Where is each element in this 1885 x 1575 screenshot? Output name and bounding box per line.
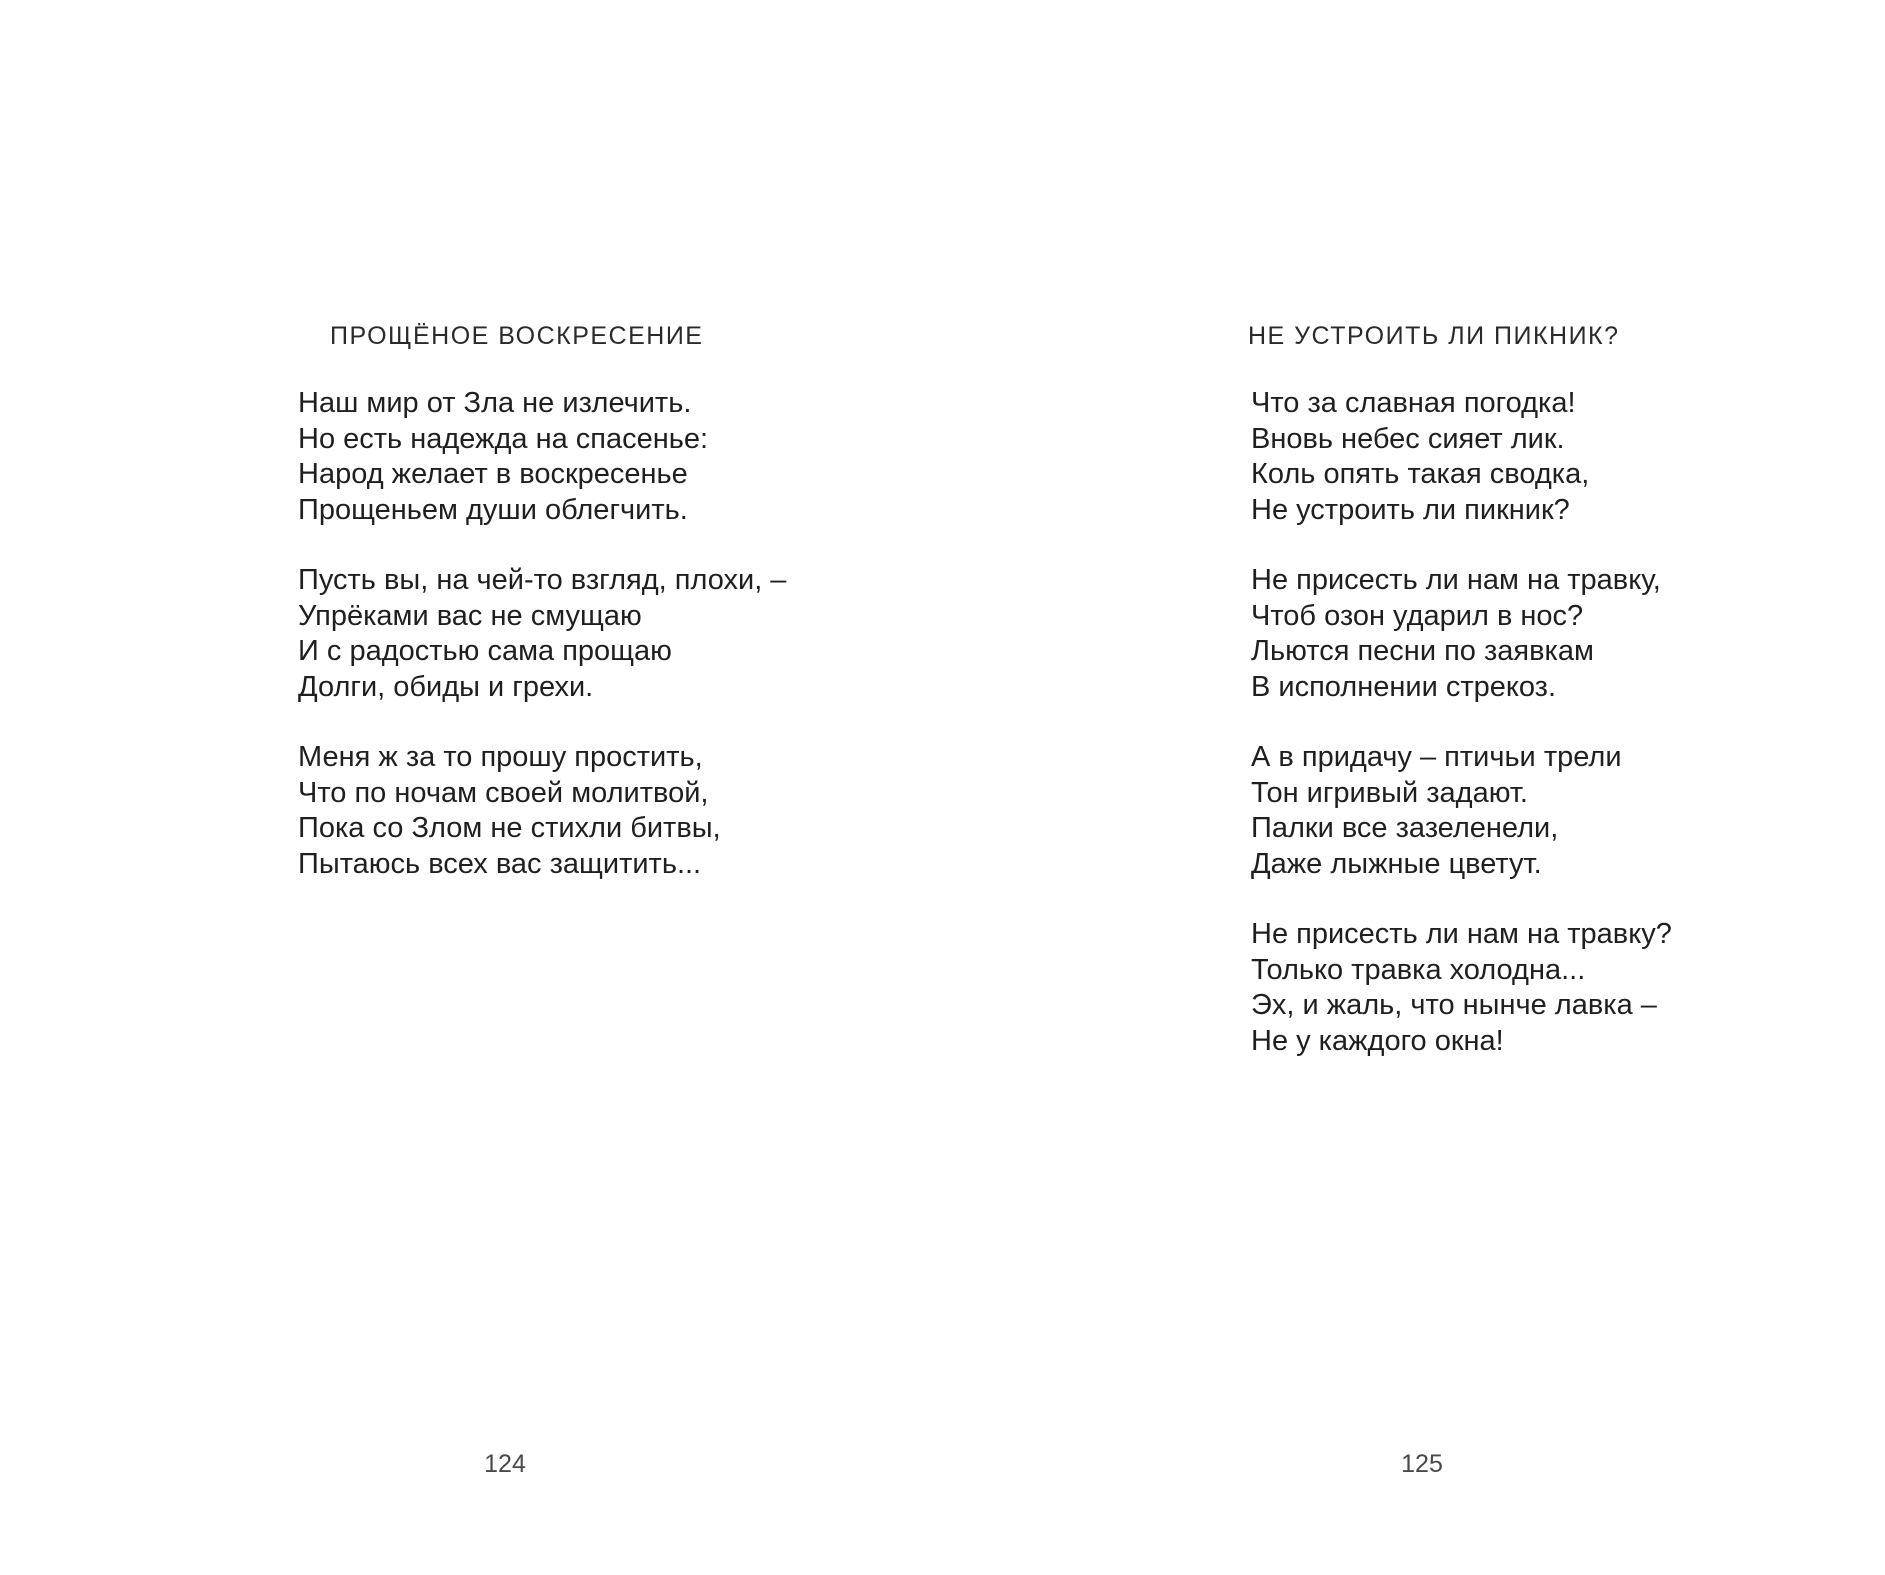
- page-number: 124: [484, 1450, 526, 1478]
- poem-line: Пока со Злом не стихли битвы,: [298, 812, 721, 844]
- left-page: [0, 0, 942, 1575]
- poem-line: Пытаюсь всех вас защитить...: [298, 847, 702, 880]
- poem-line: Вновь небес сияет лик.: [1251, 422, 1565, 455]
- poem-line: Долги, обиды и грехи.: [298, 670, 594, 703]
- poem-line: Не устроить ли пикник?: [1251, 493, 1570, 526]
- poem-body: [298, 386, 786, 917]
- poem-line: Палки все зазеленели,: [1251, 812, 1559, 844]
- poem-line: Не присесть ли нам на травку?: [1251, 918, 1672, 950]
- poem-line: Наш мир от Зла не излечить.: [298, 387, 692, 419]
- poem-line: Тон игривый задают.: [1251, 776, 1528, 809]
- poem-line: Прощеньем души облегчить.: [298, 493, 688, 526]
- poem-line: Коль опять такая сводка,: [1251, 458, 1590, 490]
- poem-line: Чтоб озон ударил в нос?: [1251, 599, 1584, 632]
- poem-line: Только травка холодна...: [1251, 953, 1586, 986]
- poem-line: Упрёками вас не смущаю: [298, 599, 642, 632]
- stanza: [1251, 563, 1672, 705]
- poem-title: ПРОЩЁНОЕ ВОСКРЕСЕНИЕ: [330, 322, 704, 350]
- stanza: [298, 386, 786, 528]
- poem-line: Льются песни по заявкам: [1251, 635, 1594, 667]
- poem-line: Эх, и жаль, что нынче лавка –: [1251, 989, 1657, 1021]
- poem-line: Народ желает в воскресенье: [298, 458, 688, 490]
- poem-line: Пусть вы, на чей-то взгляд, плохи, –: [298, 564, 787, 596]
- stanza: [1251, 917, 1672, 1059]
- stanza: [298, 740, 786, 882]
- poem-line: Что за славная погодка!: [1251, 387, 1576, 419]
- stanza: [1251, 740, 1672, 882]
- poem-line: В исполнении стрекоз.: [1251, 670, 1557, 703]
- poem-line: А в придачу – птичьи трели: [1251, 741, 1622, 773]
- poem-line: Но есть надежда на спасенье:: [298, 422, 709, 455]
- poem-line: Не присесть ли нам на травку,: [1251, 564, 1661, 596]
- poem-body: [1251, 386, 1672, 1094]
- poem-line: Что по ночам своей молитвой,: [298, 776, 709, 809]
- stanza: [298, 563, 786, 705]
- poem-title: НЕ УСТРОИТЬ ЛИ ПИКНИК?: [1248, 322, 1620, 350]
- poem-line: Даже лыжные цветут.: [1251, 847, 1542, 880]
- poem-line: Не у каждого окна!: [1251, 1024, 1504, 1057]
- stanza: [1251, 386, 1672, 528]
- page-number: 125: [1401, 1450, 1443, 1478]
- poem-line: И с радостью сама прощаю: [298, 635, 672, 667]
- right-page: [942, 0, 1885, 1575]
- poem-line: Меня ж за то прошу простить,: [298, 741, 703, 773]
